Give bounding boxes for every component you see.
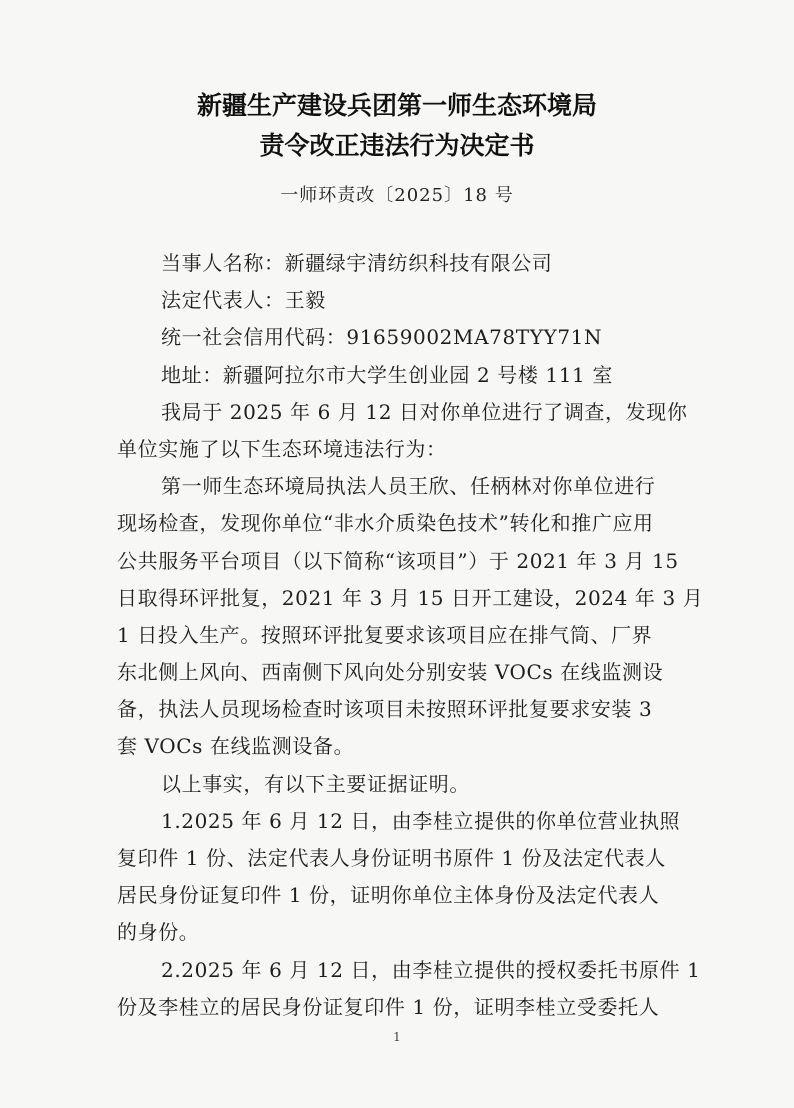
document-number: 一师环责改〔2025〕18 号 — [280, 185, 514, 206]
document-body — [117, 245, 704, 1026]
text-line: 套 VOCs 在线监测设备。 — [117, 734, 355, 759]
text-line: 单位实施了以下生态环境违法行为： — [117, 436, 447, 461]
text-line: 份及李桂立的居民身份证复印件 1 份，证明李桂立受委托人 — [117, 994, 660, 1019]
text-line: 当事人名称：新疆绿宇清纺织科技有限公司 — [161, 251, 553, 275]
text-line: 东北侧上风向、西南侧下风向处分别安装 VOCs 在线监测设 — [117, 660, 664, 685]
text-line: 备，执法人员现场检查时该项目未按照环评批复要求安装 3 — [117, 697, 653, 722]
text-line: 第一师生态环境局执法人员王欣、任柄林对你单位进行 — [161, 474, 656, 499]
text-line: 1.2025 年 6 月 12 日，由李桂立提供的你单位营业执照 — [161, 808, 681, 833]
text-line: 日取得环评批复，2021 年 3 月 15 日开工建设，2024 年 3 月 — [117, 585, 704, 610]
text-line: 复印件 1 份、法定代表人身份证明书原件 1 份及法定代表人 — [117, 846, 666, 870]
document-title-line2: 责令改正违法行为决定书 — [259, 131, 535, 160]
page-number: 1 — [393, 1030, 401, 1044]
text-line: 公共服务平台项目（以下简称“该项目”）于 2021 年 3 月 15 — [117, 548, 679, 573]
text-line: 居民身份证复印件 1 份，证明你单位主体身份及法定代表人 — [117, 883, 660, 908]
text-line: 以上事实，有以下主要证据证明。 — [161, 771, 470, 796]
text-line: 2.2025 年 6 月 12 日，由李桂立提供的授权委托书原件 1 — [161, 957, 701, 982]
text-line: 1 日投入生产。按照环评批复要求该项目应在排气筒、厂界 — [117, 622, 653, 647]
text-line: 我局于 2025 年 6 月 12 日对你单位进行了调查，发现你 — [161, 399, 688, 424]
text-line: 法定代表人：王毅 — [161, 288, 326, 313]
text-line: 现场检查，发现你单位“非水介质染色技术”转化和推广应用 — [117, 511, 654, 536]
text-line: 地址：新疆阿拉尔市大学生创业园 2 号楼 111 室 — [161, 362, 613, 387]
text-line: 统一社会信用代码：91659002MA78TYY71N — [161, 325, 603, 350]
text-line: 的身份。 — [117, 920, 200, 945]
document-title-line1: 新疆生产建设兵团第一师生态环境局 — [196, 91, 597, 120]
